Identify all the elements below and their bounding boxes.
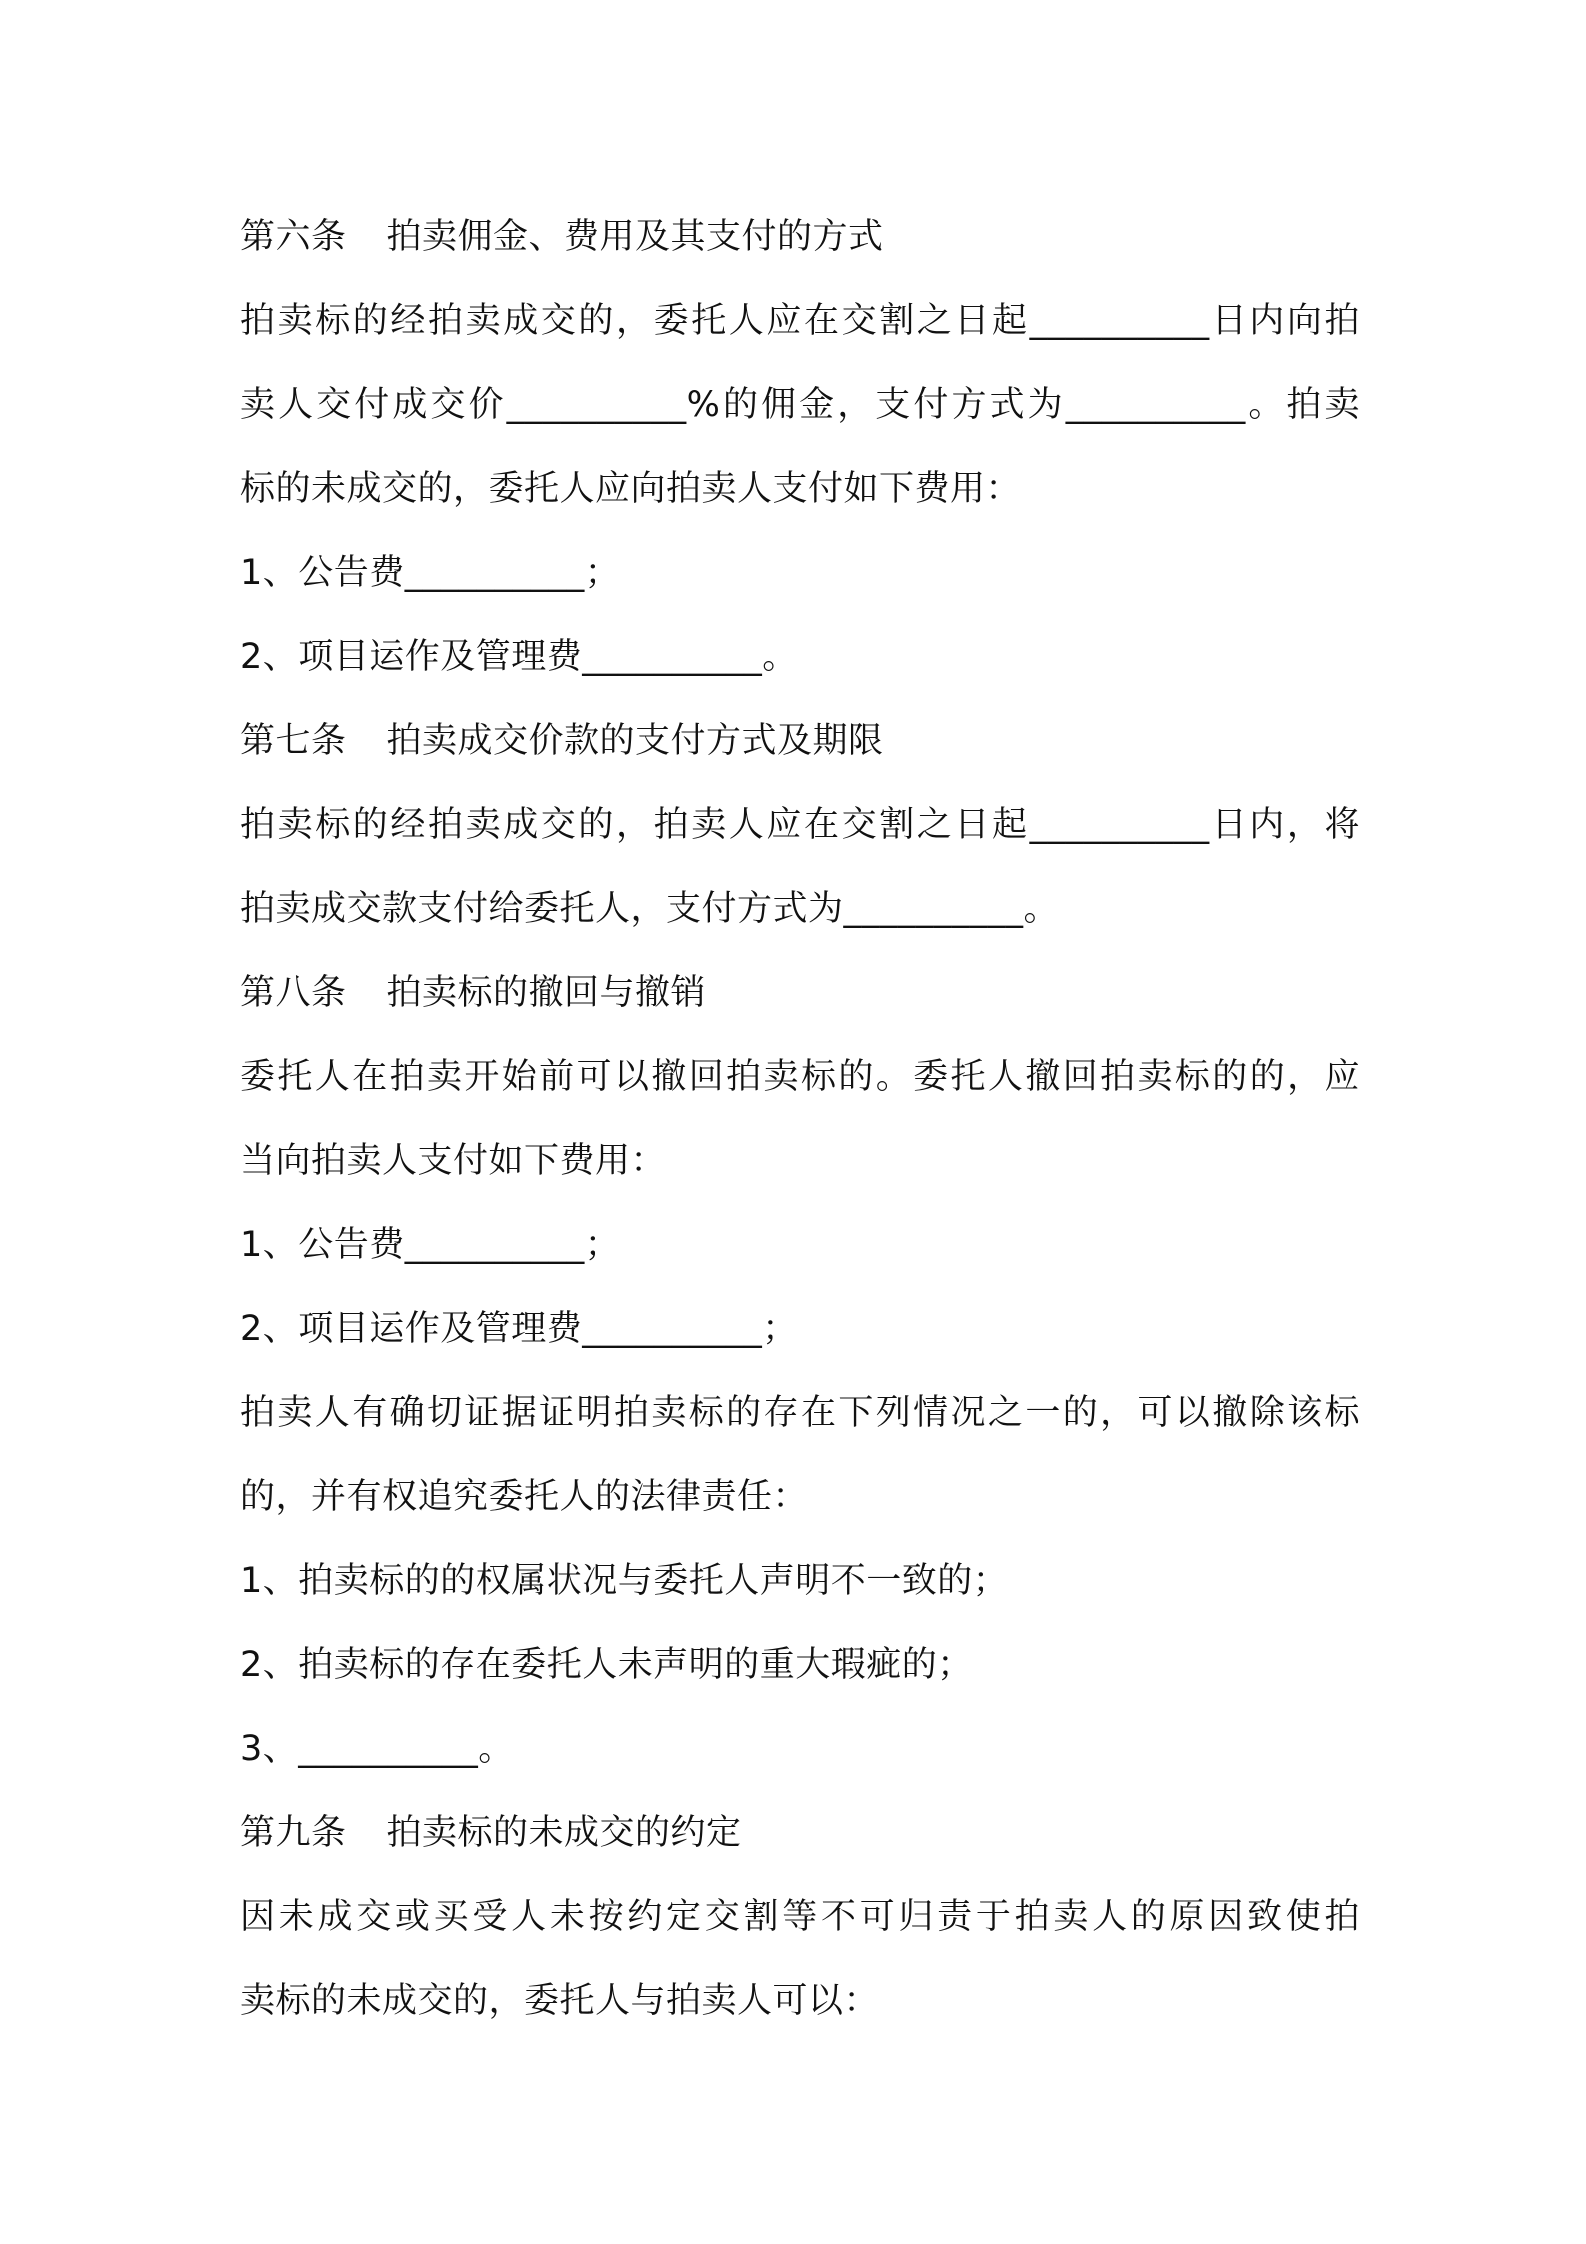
article6-paragraph-line-3: 标的未成交的，委托人应向拍卖人支付如下费用： xyxy=(240,469,1022,509)
article7-heading xyxy=(240,699,1360,783)
article8-heading xyxy=(240,951,1360,1035)
article6-heading xyxy=(240,195,1360,279)
article6-number: 第六条 xyxy=(240,217,347,257)
article9-title: 拍卖标的未成交的约定 xyxy=(386,1813,742,1853)
article8-fee-item-1: 1、公告费__________； xyxy=(240,1225,621,1265)
article8-paragraph1-line-1: 委托人在拍卖开始前可以撤回拍卖标的。委托人撤回拍卖标的的，应 xyxy=(240,1057,1360,1097)
article6-paragraph-line-1: 拍卖标的经拍卖成交的，委托人应在交割之日起__________日内向拍 xyxy=(240,301,1360,341)
article6-paragraph-line-2: 卖人交付成交价__________%的佣金，支付方式为__________。拍卖 xyxy=(240,385,1360,425)
article7-paragraph-line-1: 拍卖标的经拍卖成交的，拍卖人应在交割之日起__________日内，将 xyxy=(240,805,1360,845)
article7-number: 第七条 xyxy=(240,721,347,761)
article8-fee-item-2: 2、项目运作及管理费__________； xyxy=(240,1309,798,1349)
article9-paragraph-line-1: 因未成交或买受人未按约定交割等不可归责于拍卖人的原因致使拍 xyxy=(240,1897,1360,1937)
article6-item-2: 2、项目运作及管理费__________。 xyxy=(240,637,798,677)
article8-paragraph2-line-2: 的，并有权追究委托人的法律责任： xyxy=(240,1477,809,1517)
article8-title: 拍卖标的撤回与撤销 xyxy=(386,973,707,1013)
article8-case-item-3: 3、__________。 xyxy=(240,1729,514,1769)
article6-item-1: 1、公告费__________； xyxy=(240,553,621,593)
article9-heading xyxy=(240,1791,1360,1875)
article8-case-item-1: 1、拍卖标的的权属状况与委托人声明不一致的； xyxy=(240,1561,1009,1601)
article8-paragraph1-line-2: 当向拍卖人支付如下费用： xyxy=(240,1141,667,1181)
document-page xyxy=(240,195,1360,2043)
article9-paragraph-line-2: 卖标的未成交的，委托人与拍卖人可以： xyxy=(240,1981,880,2021)
article7-title: 拍卖成交价款的支付方式及期限 xyxy=(386,721,884,761)
article9-number: 第九条 xyxy=(240,1813,347,1853)
article6-title: 拍卖佣金、费用及其支付的方式 xyxy=(386,217,884,257)
article7-paragraph-line-2: 拍卖成交款支付给委托人，支付方式为__________。 xyxy=(240,889,1060,929)
article8-case-item-2: 2、拍卖标的存在委托人未声明的重大瑕疵的； xyxy=(240,1645,973,1685)
article8-number: 第八条 xyxy=(240,973,347,1013)
article8-paragraph2-line-1: 拍卖人有确切证据证明拍卖标的存在下列情况之一的，可以撤除该标 xyxy=(240,1393,1360,1433)
